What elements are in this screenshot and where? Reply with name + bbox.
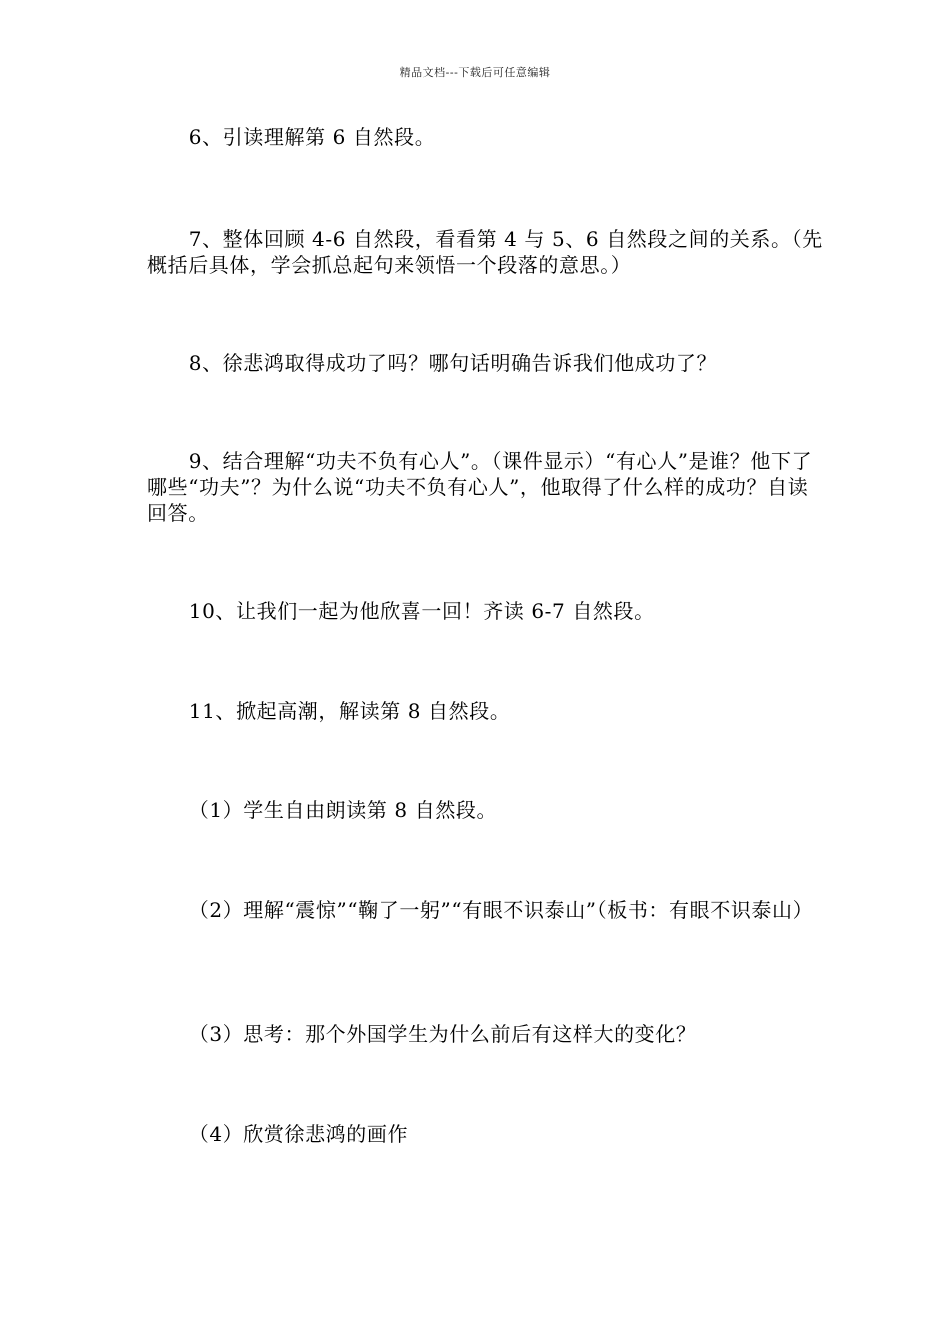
paragraph-10: 10、让我们一起为他欣喜一回！齐读 6-7 自然段。 (147, 599, 655, 623)
paragraph-7: 7、整体回顾 4-6 自然段，看看第 4 与 5、6 自然段之间的关系。（先概括后具体，学会抓总起句来领悟一个段落的意思。） (147, 227, 823, 277)
paragraph-8: 8、徐悲鸿取得成功了吗？哪句话明确告诉我们他成功了？ (147, 351, 718, 375)
paragraph-11: 11、掀起高潮，解读第 8 自然段。 (147, 699, 511, 723)
sub-item-3: （3）思考：那个外国学生为什么前后有这样大的变化？ (147, 1022, 697, 1046)
sub-item-1: （1）学生自由朗读第 8 自然段。 (147, 798, 498, 822)
sub-item-4: （4）欣赏徐悲鸿的画作 (147, 1122, 409, 1146)
sub-item-2: （2）理解“震惊”“鞠了一躬”“有眼不识泰山”（板书：有眼不识泰山） (147, 898, 814, 922)
paragraph-9: 9、结合理解“功夫不负有心人”。（课件显示）“有心人”是谁？他下了哪些“功夫”？为什么说“功夫不负有心人”，他取得了什么样的成功？自读回答。 (147, 449, 813, 525)
paragraph-6: 6、引读理解第 6 自然段。 (147, 125, 436, 149)
page-header: 精品文档---下载后可任意编辑 (399, 66, 551, 79)
